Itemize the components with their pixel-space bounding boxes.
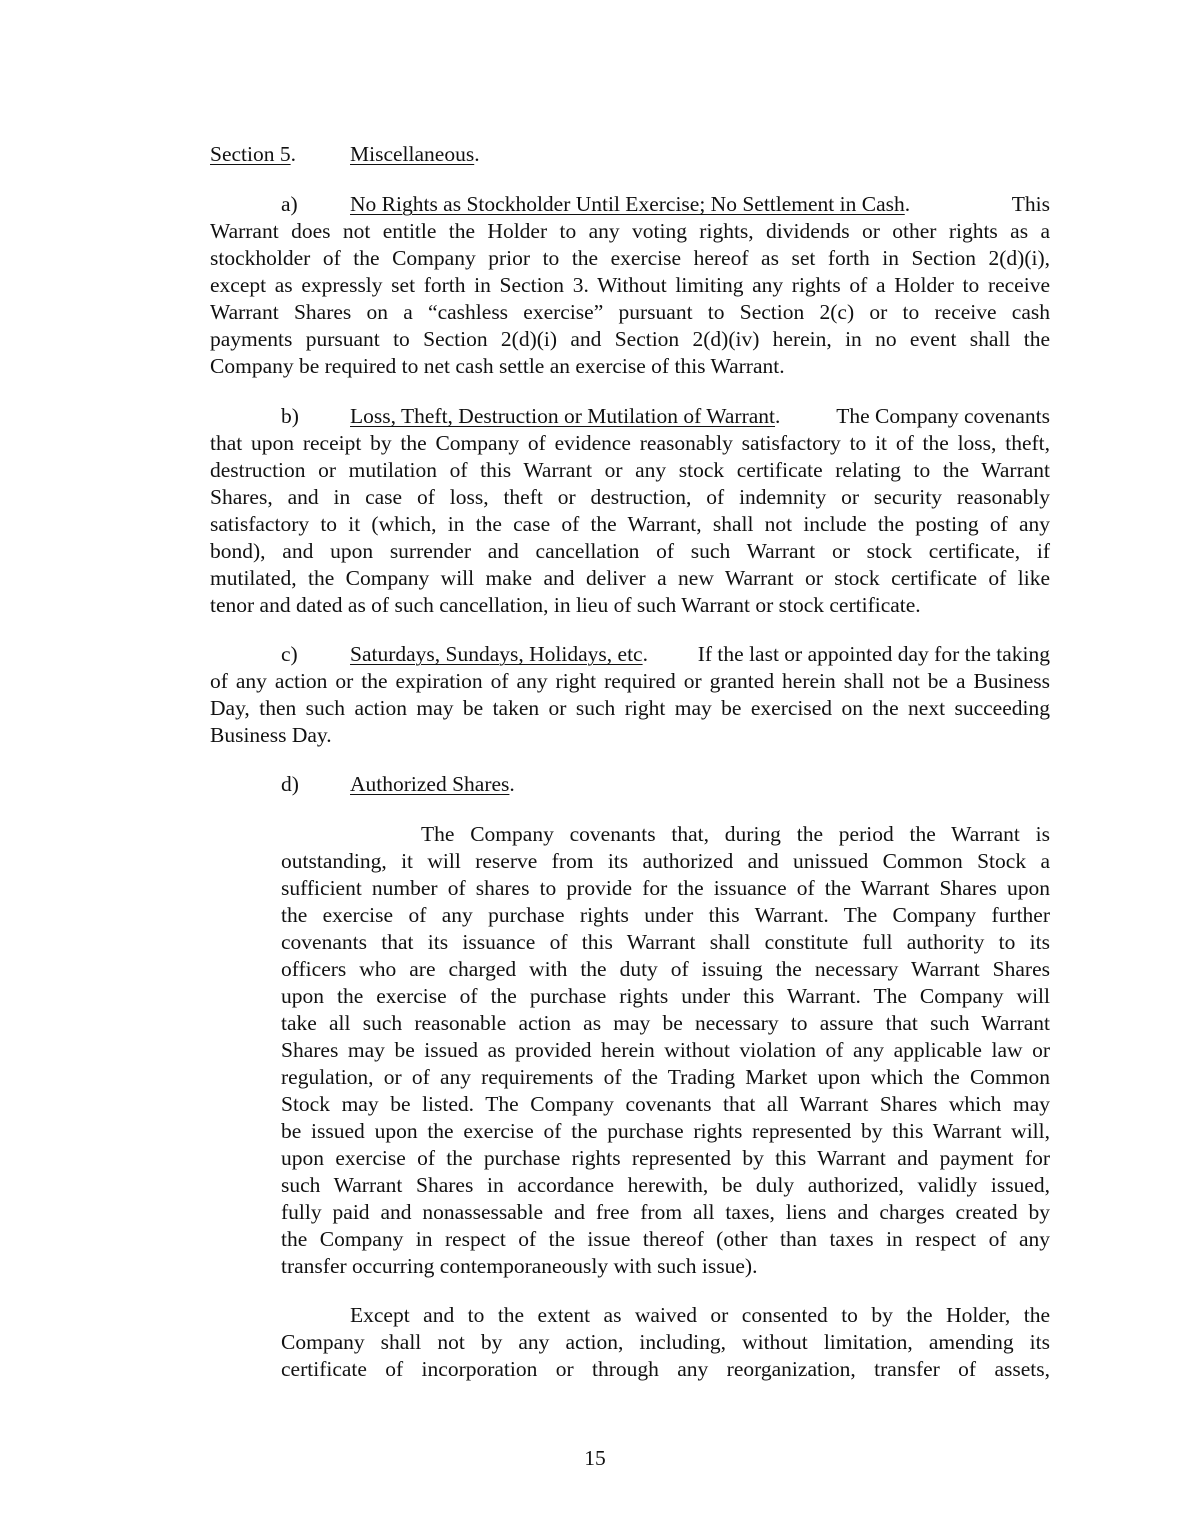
para-d-body2-line: certificate of incorporation or through any reorganization, transfer of assets, <box>281 1357 1050 1381</box>
page-number: 15 <box>584 1446 606 1470</box>
para-a-line: stockholder of the Company prior to the exercise hereof as set forth in Section 2(d)(i), <box>210 246 1050 270</box>
para-d-heading: Authorized Shares <box>350 772 510 796</box>
para-d-body1-line: regulation, or of any requirements of the Trading Market upon which the Common <box>281 1065 1050 1089</box>
punct: . <box>509 772 515 796</box>
para-a-line: payments pursuant to Section 2(d)(i) and Section 2(d)(iv) herein, in no event shall the <box>210 327 1050 351</box>
para-b-line: mutilated, the Company will make and deliver a new Warrant or stock certificate of like <box>210 566 1050 590</box>
para-d-body1-line: The Company covenants that, during the period the Warrant is <box>421 822 1050 846</box>
para-c-line: Day, then such action may be taken or such right may be exercised on the next succeeding <box>210 696 1050 720</box>
para-a-line: Company be required to net cash settle an exercise of this Warrant. <box>210 354 785 378</box>
para-d-body1-line: outstanding, it will reserve from its authorized and unissued Common Stock a <box>281 849 1050 873</box>
para-b-line-0: The Company covenants <box>836 404 1050 428</box>
para-d-body1-line: the exercise of any purchase rights under this Warrant. The Company further <box>281 903 1050 927</box>
para-c-line: Business Day. <box>210 723 332 747</box>
para-d-body2-line: Company shall not by any action, including, without limitation, amending its <box>281 1330 1050 1354</box>
para-b-line: destruction or mutilation of this Warrant or any stock certificate relating to the Warrant <box>210 458 1050 482</box>
para-d-body1-line: upon exercise of the purchase rights represented by this Warrant and payment for <box>281 1146 1050 1170</box>
para-c-label: c) <box>281 642 298 666</box>
para-d-body1-line: such Warrant Shares in accordance herewith, be duly authorized, validly issued, <box>281 1173 1050 1197</box>
para-d-body1-line: Shares may be issued as provided herein without violation of any applicable law or <box>281 1038 1050 1062</box>
para-b-line: that upon receipt by the Company of evidence reasonably satisfactory to it of the loss, theft, <box>210 431 1050 455</box>
para-c-line: of any action or the expiration of any right required or granted herein shall not be a Business <box>210 669 1050 693</box>
section-title-wrap <box>350 141 480 168</box>
para-d-body1-line: covenants that its issuance of this Warrant shall constitute full authority to its <box>281 930 1050 954</box>
para-a-line: Warrant does not entitle the Holder to any voting rights, dividends or other rights as a <box>210 219 1050 243</box>
para-b-label: b) <box>281 404 299 428</box>
para-d-body1-line: the Company in respect of the issue thereof (other than taxes in respect of any <box>281 1227 1050 1251</box>
punct: . <box>290 142 296 166</box>
section-number: Section 5 <box>210 142 291 166</box>
punct: . <box>474 142 480 166</box>
para-d-body1-line: be issued upon the exercise of the purchase rights represented by this Warrant will, <box>281 1119 1050 1143</box>
para-a-line-0: This <box>1011 192 1050 216</box>
para-d-first-line <box>350 771 515 798</box>
section-title: Miscellaneous <box>350 142 475 166</box>
para-d-body1-line: officers who are charged with the duty of issuing the necessary Warrant Shares <box>281 957 1050 981</box>
section-heading <box>210 141 296 168</box>
para-a-line: except as expressly set forth in Section 3. Without limiting any rights of a Holder to receive <box>210 273 1050 297</box>
punct: . <box>775 404 781 428</box>
para-d-body1-line: Stock may be listed. The Company covenants that all Warrant Shares which may <box>281 1092 1050 1116</box>
para-d-label: d) <box>281 772 299 796</box>
para-d-body1-line: fully paid and nonassessable and free from all taxes, liens and charges created by <box>281 1200 1050 1224</box>
para-a-first-line <box>350 191 1050 218</box>
para-b-first-line <box>350 403 1050 430</box>
para-d-body2-line: Except and to the extent as waived or consented to by the Holder, the <box>350 1303 1050 1327</box>
para-b-line: Shares, and in case of loss, theft or destruction, of indemnity or security reasonably <box>210 485 1050 509</box>
para-b-line: satisfactory to it (which, in the case of the Warrant, shall not include the posting of any <box>210 512 1050 536</box>
para-b-heading: Loss, Theft, Destruction or Mutilation of Warrant <box>350 404 776 428</box>
para-d-body1-line: transfer occurring contemporaneously with such issue). <box>281 1254 758 1278</box>
para-c-heading: Saturdays, Sundays, Holidays, etc <box>350 642 643 666</box>
para-b-line: tenor and dated as of such cancellation, in lieu of such Warrant or stock certificate. <box>210 593 921 617</box>
para-d-body1-line: upon the exercise of the purchase rights under this Warrant. The Company will <box>281 984 1050 1008</box>
para-b-line: bond), and upon surrender and cancellation of such Warrant or stock certificate, if <box>210 539 1050 563</box>
para-d-body1-line: take all such reasonable action as may be necessary to assure that such Warrant <box>281 1011 1050 1035</box>
para-a-label: a) <box>281 192 298 216</box>
para-a-line: Warrant Shares on a “cashless exercise” pursuant to Section 2(c) or to receive cash <box>210 300 1050 324</box>
para-c-first-line <box>350 641 1050 668</box>
para-c-line-0: If the last or appointed day for the taking <box>697 642 1050 666</box>
punct: . <box>642 642 648 666</box>
para-d-body1-line: sufficient number of shares to provide for the issuance of the Warrant Shares upon <box>281 876 1050 900</box>
para-a-heading: No Rights as Stockholder Until Exercise; No Settlement in Cash <box>350 192 905 216</box>
punct: . <box>904 192 911 216</box>
